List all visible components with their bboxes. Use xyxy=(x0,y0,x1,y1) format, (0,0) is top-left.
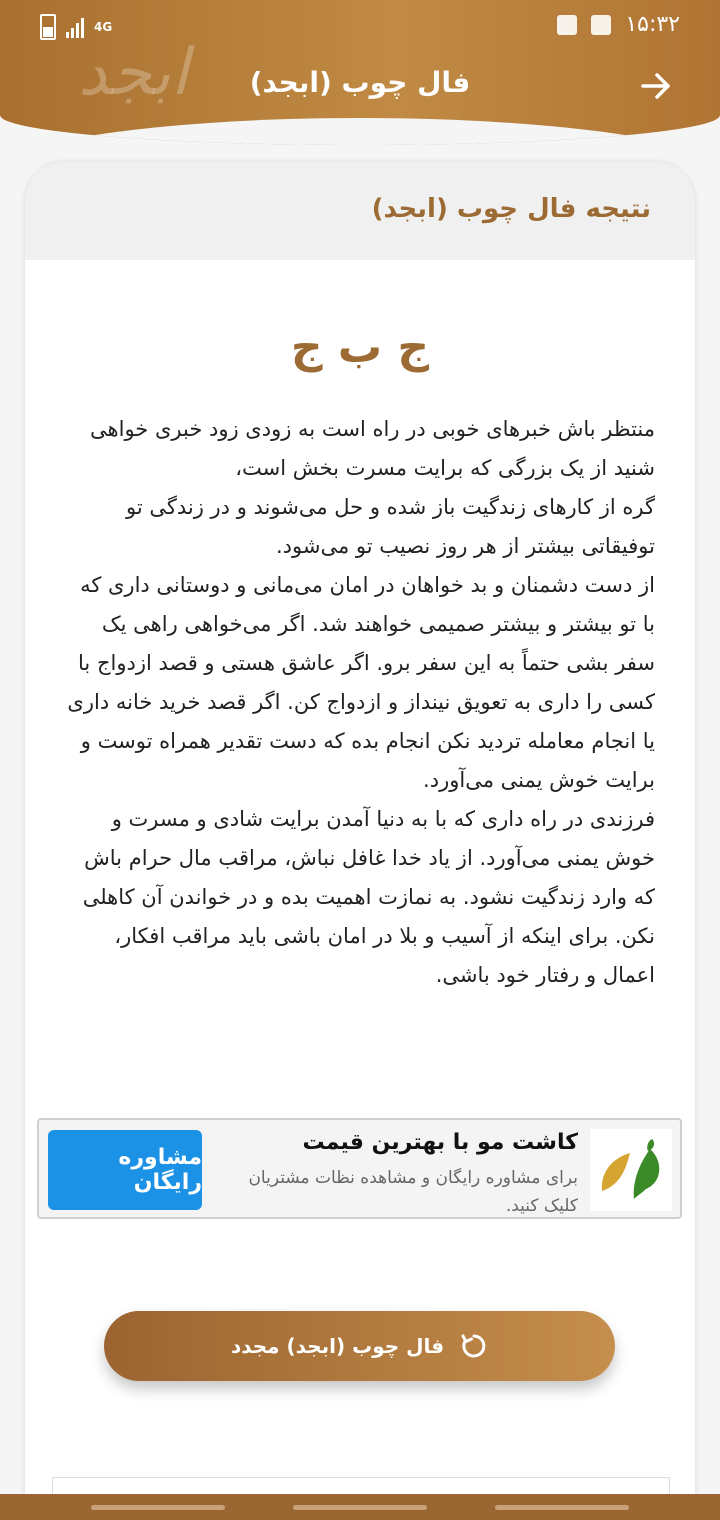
refresh-icon xyxy=(460,1332,488,1360)
card-header xyxy=(25,162,695,260)
app-header xyxy=(0,0,720,145)
nav-handle-left[interactable] xyxy=(91,1505,225,1510)
ad-description: برای مشاوره رایگان و مشاهده نظات مشتریان کلیک کنید. xyxy=(248,1168,578,1216)
battery-icon xyxy=(40,14,56,40)
notification-check-icon xyxy=(557,15,577,35)
card-title: نتیجه فال چوب (ابجد) xyxy=(371,194,651,224)
result-text: منتظر باش خبرهای خوبی در راه است به زودی زود خبری خواهی شنید از یک بزرگی که برایت مسرت بخش است، گره از کارهای زندگیت باز شده و حل می‌شوند و در زندگی تو توفیقاتی بیشتر از هر روز نصیب تو می‌شود. از دست دشمنان و بد خواهان در امان می‌مانی و دوستانی داری که با تو بیشتر و بیشتر صمیمی خواهند شد. اگر می‌خواهی راهی یک سفر بشی حتماً به این سفر برو. اگر عاشق هستی و قصد ازدواج با کسی را داری به تعویق نینداز و ازدواج کن. اگر قصد خرید خانه داری یا انجام معامله تردید نکن انجام بده که دست تقدیر همراه توست و برایت خوش یمنی می‌آورد. فرزندی در راه داری که با به دنیا آمدن برایت شادی و مسرت و خوش یمنی می‌آورد. از یاد خدا غافل نباش، مراقب مال حرام باش که وارد زندگیت نشود. به نمازت اهمیت بده و در خواندن آن کاهلی نکن. برای اینکه از آسیب و بلا در امان باشی باید مراقب افکار، اعمال و رفتار خود باشی. xyxy=(67,417,655,987)
network-type: 4G xyxy=(94,20,113,34)
repeat-fortune-button[interactable] xyxy=(104,1311,615,1381)
signal-icon xyxy=(66,16,84,38)
abjad-logo-watermark: ابجد xyxy=(78,36,189,110)
system-nav-bar xyxy=(0,1494,720,1520)
status-right xyxy=(557,12,680,37)
ad-title: کاشت مو با بهترین قیمت xyxy=(302,1130,578,1155)
result-letters: ج ب ج xyxy=(290,322,430,373)
header-curve xyxy=(0,118,720,145)
nav-handle-right[interactable] xyxy=(495,1505,629,1510)
nav-handle-center[interactable] xyxy=(293,1505,427,1510)
result-card xyxy=(25,162,695,1502)
ad-banner[interactable] xyxy=(37,1118,682,1219)
ad-thumbnail xyxy=(590,1129,672,1211)
title-row xyxy=(0,36,720,116)
gallery-icon xyxy=(591,15,611,35)
arrow-right-icon xyxy=(639,69,673,103)
page-title: فال چوب (ابجد) xyxy=(249,66,471,99)
status-time: ۱۵:۳۲ xyxy=(625,12,680,37)
repeat-fortune-label: فال چوب (ابجد) مجدد xyxy=(230,1334,445,1358)
back-button[interactable] xyxy=(636,66,676,106)
hair-leaf-icon xyxy=(590,1129,672,1211)
ad-cta-button[interactable]: مشاوره رایگان xyxy=(48,1130,202,1210)
